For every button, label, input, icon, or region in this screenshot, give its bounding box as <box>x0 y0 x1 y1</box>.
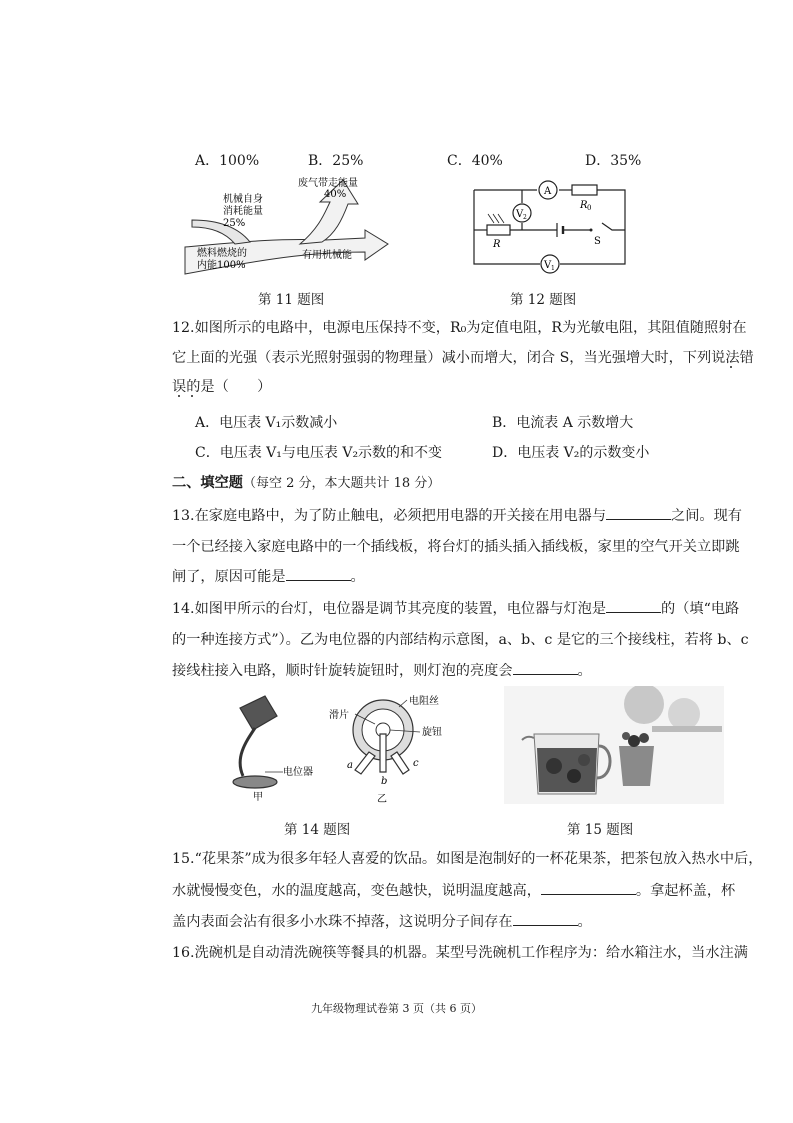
q12-option-d: D．电压表 V₂的示数变小 <box>492 445 650 461</box>
section-2-title: 二、填空题 <box>172 475 243 491</box>
q14-line-2: 的一种连接方式”）。乙为电位器的内部结构示意图，a、b、c 是它的三个接线柱，若将 b、c <box>172 632 749 648</box>
q12-line-1: 12.如图所示的电路中，电源电压保持不变，R₀为定值电阻，R为光敏电阻，其阻值随照射在 <box>172 320 747 336</box>
page-footer: 九年级物理试卷第 3 页（共 6 页） <box>311 1002 482 1015</box>
q12-line-2: 它上面的光强（表示光照射强弱的物理量）减小而增大，闭合 S，当光强增大时，下列说法错 <box>172 350 754 366</box>
jia-label: 甲 <box>253 792 263 803</box>
q15-blank-2[interactable] <box>513 911 578 926</box>
q13-blank-1[interactable] <box>606 505 671 520</box>
q12-option-a: A．电压表 V₁示数减小 <box>195 415 338 431</box>
terminal-b: b <box>381 776 388 787</box>
yi-label: 乙 <box>377 794 387 804</box>
q16-line-1: 16.洗碗机是自动清洗碗筷等餐具的机器。某型号洗碗机工作程序为：给水箱注水，当水注满 <box>172 945 748 961</box>
useful-energy-label: 有用机械能 <box>302 250 352 261</box>
section-2-heading <box>172 472 440 492</box>
v2-subscript: 2 <box>523 214 527 221</box>
q15-line-1: 15.“花果茶”成为很多年轻人喜爱的饮品。如图是泡制好的一杯花果茶，把茶包放入热水中后， <box>172 851 763 867</box>
ammeter-label: A <box>544 186 552 197</box>
v1-subscript: 1 <box>551 265 555 272</box>
fig15-caption: 第 15 题图 <box>567 822 634 838</box>
q11-option-b: B．25% <box>308 153 364 169</box>
r-label: R <box>493 239 501 250</box>
switch-label: S <box>594 236 601 247</box>
q11-option-c: C．40% <box>447 153 503 169</box>
fig14-caption: 第 14 题图 <box>284 822 351 838</box>
desk-lamp-figure <box>225 688 335 803</box>
q12-option-b: B．电流表 A 示数增大 <box>492 415 634 431</box>
q15-line-3: 盖内表面会沾有很多小水珠不掉落，这说明分子间存在 。 <box>172 911 592 931</box>
mech-self-label-2: 消耗能量 <box>223 206 263 217</box>
exhaust-percent: 40% <box>324 189 347 200</box>
circuit-diagram <box>462 178 637 278</box>
knob-label: 旋钮 <box>422 727 442 738</box>
q14-line-1: 14.如图甲所示的台灯，电位器是调节其亮度的装置，电位器与灯泡是 的（填“电路 <box>172 598 739 618</box>
exhaust-label: 废气带走能量 <box>298 178 358 189</box>
potentiometer-label: 电位器 <box>283 767 313 778</box>
fixed-resistor-r0 <box>572 185 597 195</box>
terminal-c: c <box>413 758 419 769</box>
mech-self-percent: 25% <box>223 218 246 229</box>
r0-label: R <box>580 200 588 211</box>
q12-option-c: C．电压表 V₁与电压表 V₂示数的和不变 <box>195 445 443 461</box>
q14-line-3: 接线柱接入电路，顺时针旋转旋钮时，则灯泡的亮度会 。 <box>172 660 592 680</box>
potentiometer-structure-figure <box>325 692 455 804</box>
fruit-tea-photo <box>504 686 724 804</box>
fuel-label-2: 内能100% <box>197 260 246 271</box>
fig11-caption: 第 11 题图 <box>258 292 325 308</box>
photoresistor-r <box>487 225 510 235</box>
q11-option-d: D．35% <box>585 153 642 169</box>
q13-line-1: 13.在家庭电路中，为了防止触电，必须把用电器的开关接在用电器与 之间。现有 <box>172 505 742 525</box>
terminal-a: a <box>347 760 353 771</box>
v1-label: V <box>544 260 552 271</box>
q15-blank-1[interactable] <box>541 880 636 895</box>
r0-subscript: 0 <box>587 204 592 212</box>
q14-blank-2[interactable] <box>513 660 578 675</box>
v2-label: V <box>516 209 524 220</box>
q13-line-3: 闸了，原因可能是 。 <box>172 566 365 586</box>
resistance-wire-label: 电阻丝 <box>409 696 439 707</box>
slider-label: 滑片 <box>329 710 349 721</box>
q15-line-2: 水就慢慢变色，水的温度越高，变色越快，说明温度越高， 。拿起杯盖，杯 <box>172 880 735 900</box>
q13-blank-2[interactable] <box>286 566 351 581</box>
fig12-caption: 第 12 题图 <box>510 292 577 308</box>
mech-self-label-1: 机械自身 <box>223 194 263 205</box>
energy-flow-diagram <box>180 172 395 277</box>
q12-line-3: 误的是（ ） <box>172 379 272 395</box>
q13-line-2: 一个已经接入家庭电路中的一个插线板，将台灯的插头插入插线板，家里的空气开关立即跳 <box>172 539 740 555</box>
q14-blank-1[interactable] <box>606 598 661 613</box>
fuel-label-1: 燃料燃烧的 <box>197 248 247 259</box>
section-2-note: （每空 2 分，本大题共计 18 分） <box>242 476 441 491</box>
q11-option-a: A．100% <box>195 153 260 169</box>
